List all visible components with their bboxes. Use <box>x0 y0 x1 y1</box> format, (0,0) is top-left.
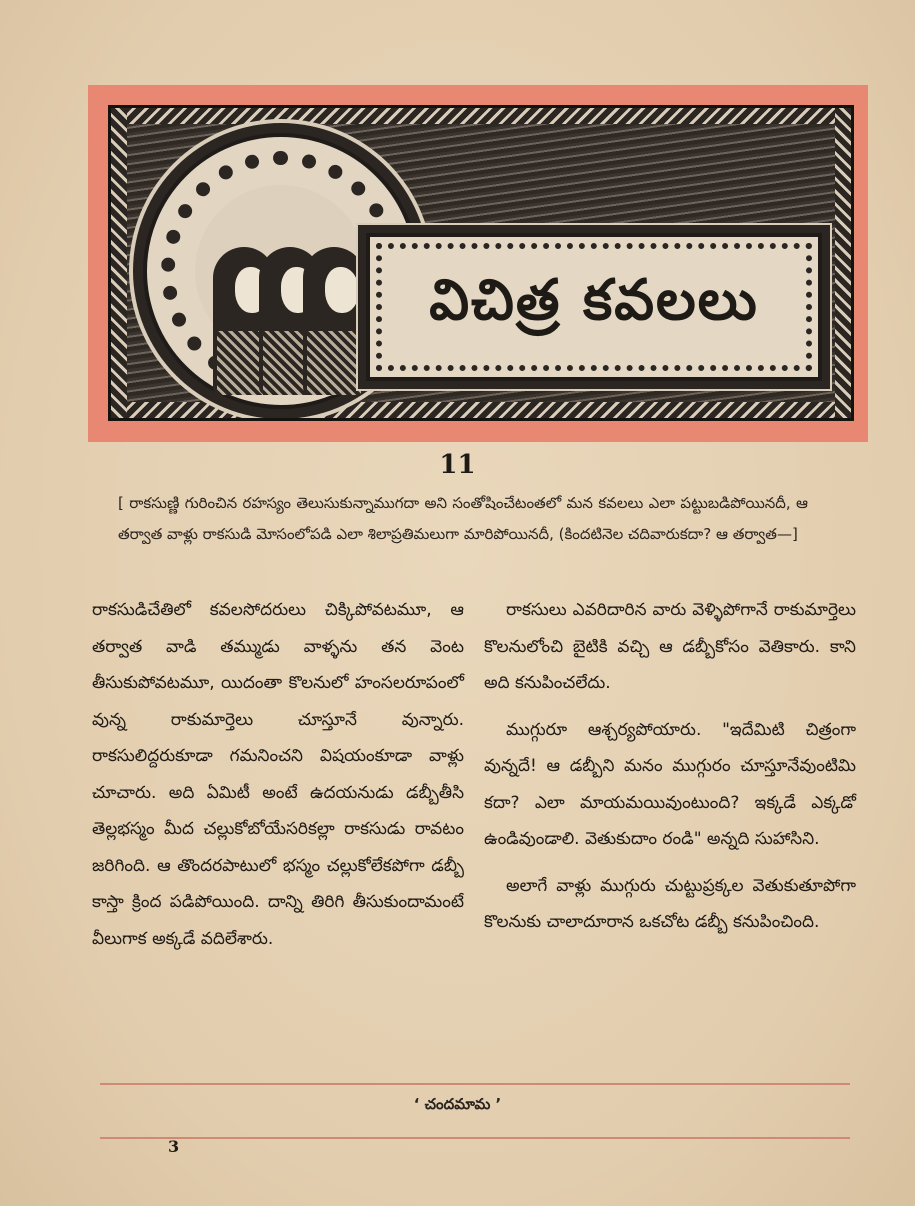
magazine-name: ‘ చందమామ ’ <box>413 1095 502 1113</box>
zigzag-border-left <box>111 108 127 418</box>
footer-rule-top <box>100 1083 850 1085</box>
header-banner <box>88 85 868 442</box>
paragraph: అలాగే వాళ్లు ముగ్గురు చుట్టుప్రక్కల వెతుకుతూపోగా కొలనుకు చాలాదూరాన ఒకచోట డబ్బీ కనుపించింది. <box>484 875 856 932</box>
medallion-center <box>195 185 367 357</box>
paragraph: రాకసుడిచేతిలో కవలసోదరులు చిక్కిపోవటమూ, ఆ తర్వాత వాడి తమ్ముడు వాళ్ళను తన వెంట తీసుకుపోవటమూ, యిదంతా కొలనులో హంసలరూపంలో వున్న రాకుమార్తెలు చూస్తూనే వున్నారు. రాకసులిద్దరుకూడా గమనించని విషయంకూడా వాళ్లు చూచారు. అది ఏమిటీ అంటే ఉదయనుడు డబ్బీతీసి తెల్లభస్మం మీద చల్లుకోబోయేసరికల్లా రాకసుడు రావటం జరిగింది. ఆ తొందరపాటులో భస్మం చల్లుకోలేకపోగా డబ్బీ కాస్తా క్రింద పడిపోయింది. దాన్ని తిరిగి తీసుకుందామంటే వీలుగాక అక్కడే వదిలేశారు. <box>92 600 464 949</box>
chapter-number: 11 <box>439 450 476 480</box>
footer-rule-bottom <box>100 1137 850 1139</box>
paragraph: ముగ్గురూ ఆశ్చర్యపోయారు. "ఇదేమిటి చిత్రంగా వున్నదే! ఆ డబ్బీని మనం ముగ్గురం చూస్తూనేవుంటిమి కదా? ఎలా మాయమయివుంటుంది? ఇక్కడే ఎక్కడో ఉండివుండాలి. వెతుకుదాం రండి" అన్నది సుహాసిని. <box>484 719 856 849</box>
right-text-column <box>484 592 856 951</box>
princess-face <box>325 267 359 313</box>
princess-figure-3 <box>303 247 365 395</box>
title-panel <box>366 233 822 381</box>
banner-illustration <box>108 105 854 421</box>
zigzag-border-right <box>835 108 851 418</box>
zigzag-border-bottom <box>111 402 851 418</box>
story-title: విచిత్ర కవలలు <box>429 267 759 333</box>
princess-dress <box>307 331 361 395</box>
zigzag-border-top <box>111 108 851 124</box>
page-number: 3 <box>168 1137 180 1156</box>
previous-episode-summary: [ రాకసుణ్ణి గురించిన రహస్యం తెలుసుకున్నాముగదా అని సంతోషించేటంతలో మన కవలలు ఎలా పట్టుబడిపోయినదీ, ఆ తర్వాత వాళ్లు రాకసుడి మోసంలోపడి ఎలా శిలాప్రతిమలుగా మారిపోయినదీ, (కిందటినెల చదివారుకదా? ఆ తర్వాత—] <box>118 494 808 543</box>
paragraph: రాకసులు ఎవరిదారిన వారు వెళ్ళిపోగానే రాకుమార్తెలు కొలనులోంచి బైటికి వచ్చి ఆ డబ్బీకోసం వెతికారు. కాని అది కనుపించలేదు. <box>484 600 856 693</box>
left-text-column <box>92 592 464 967</box>
